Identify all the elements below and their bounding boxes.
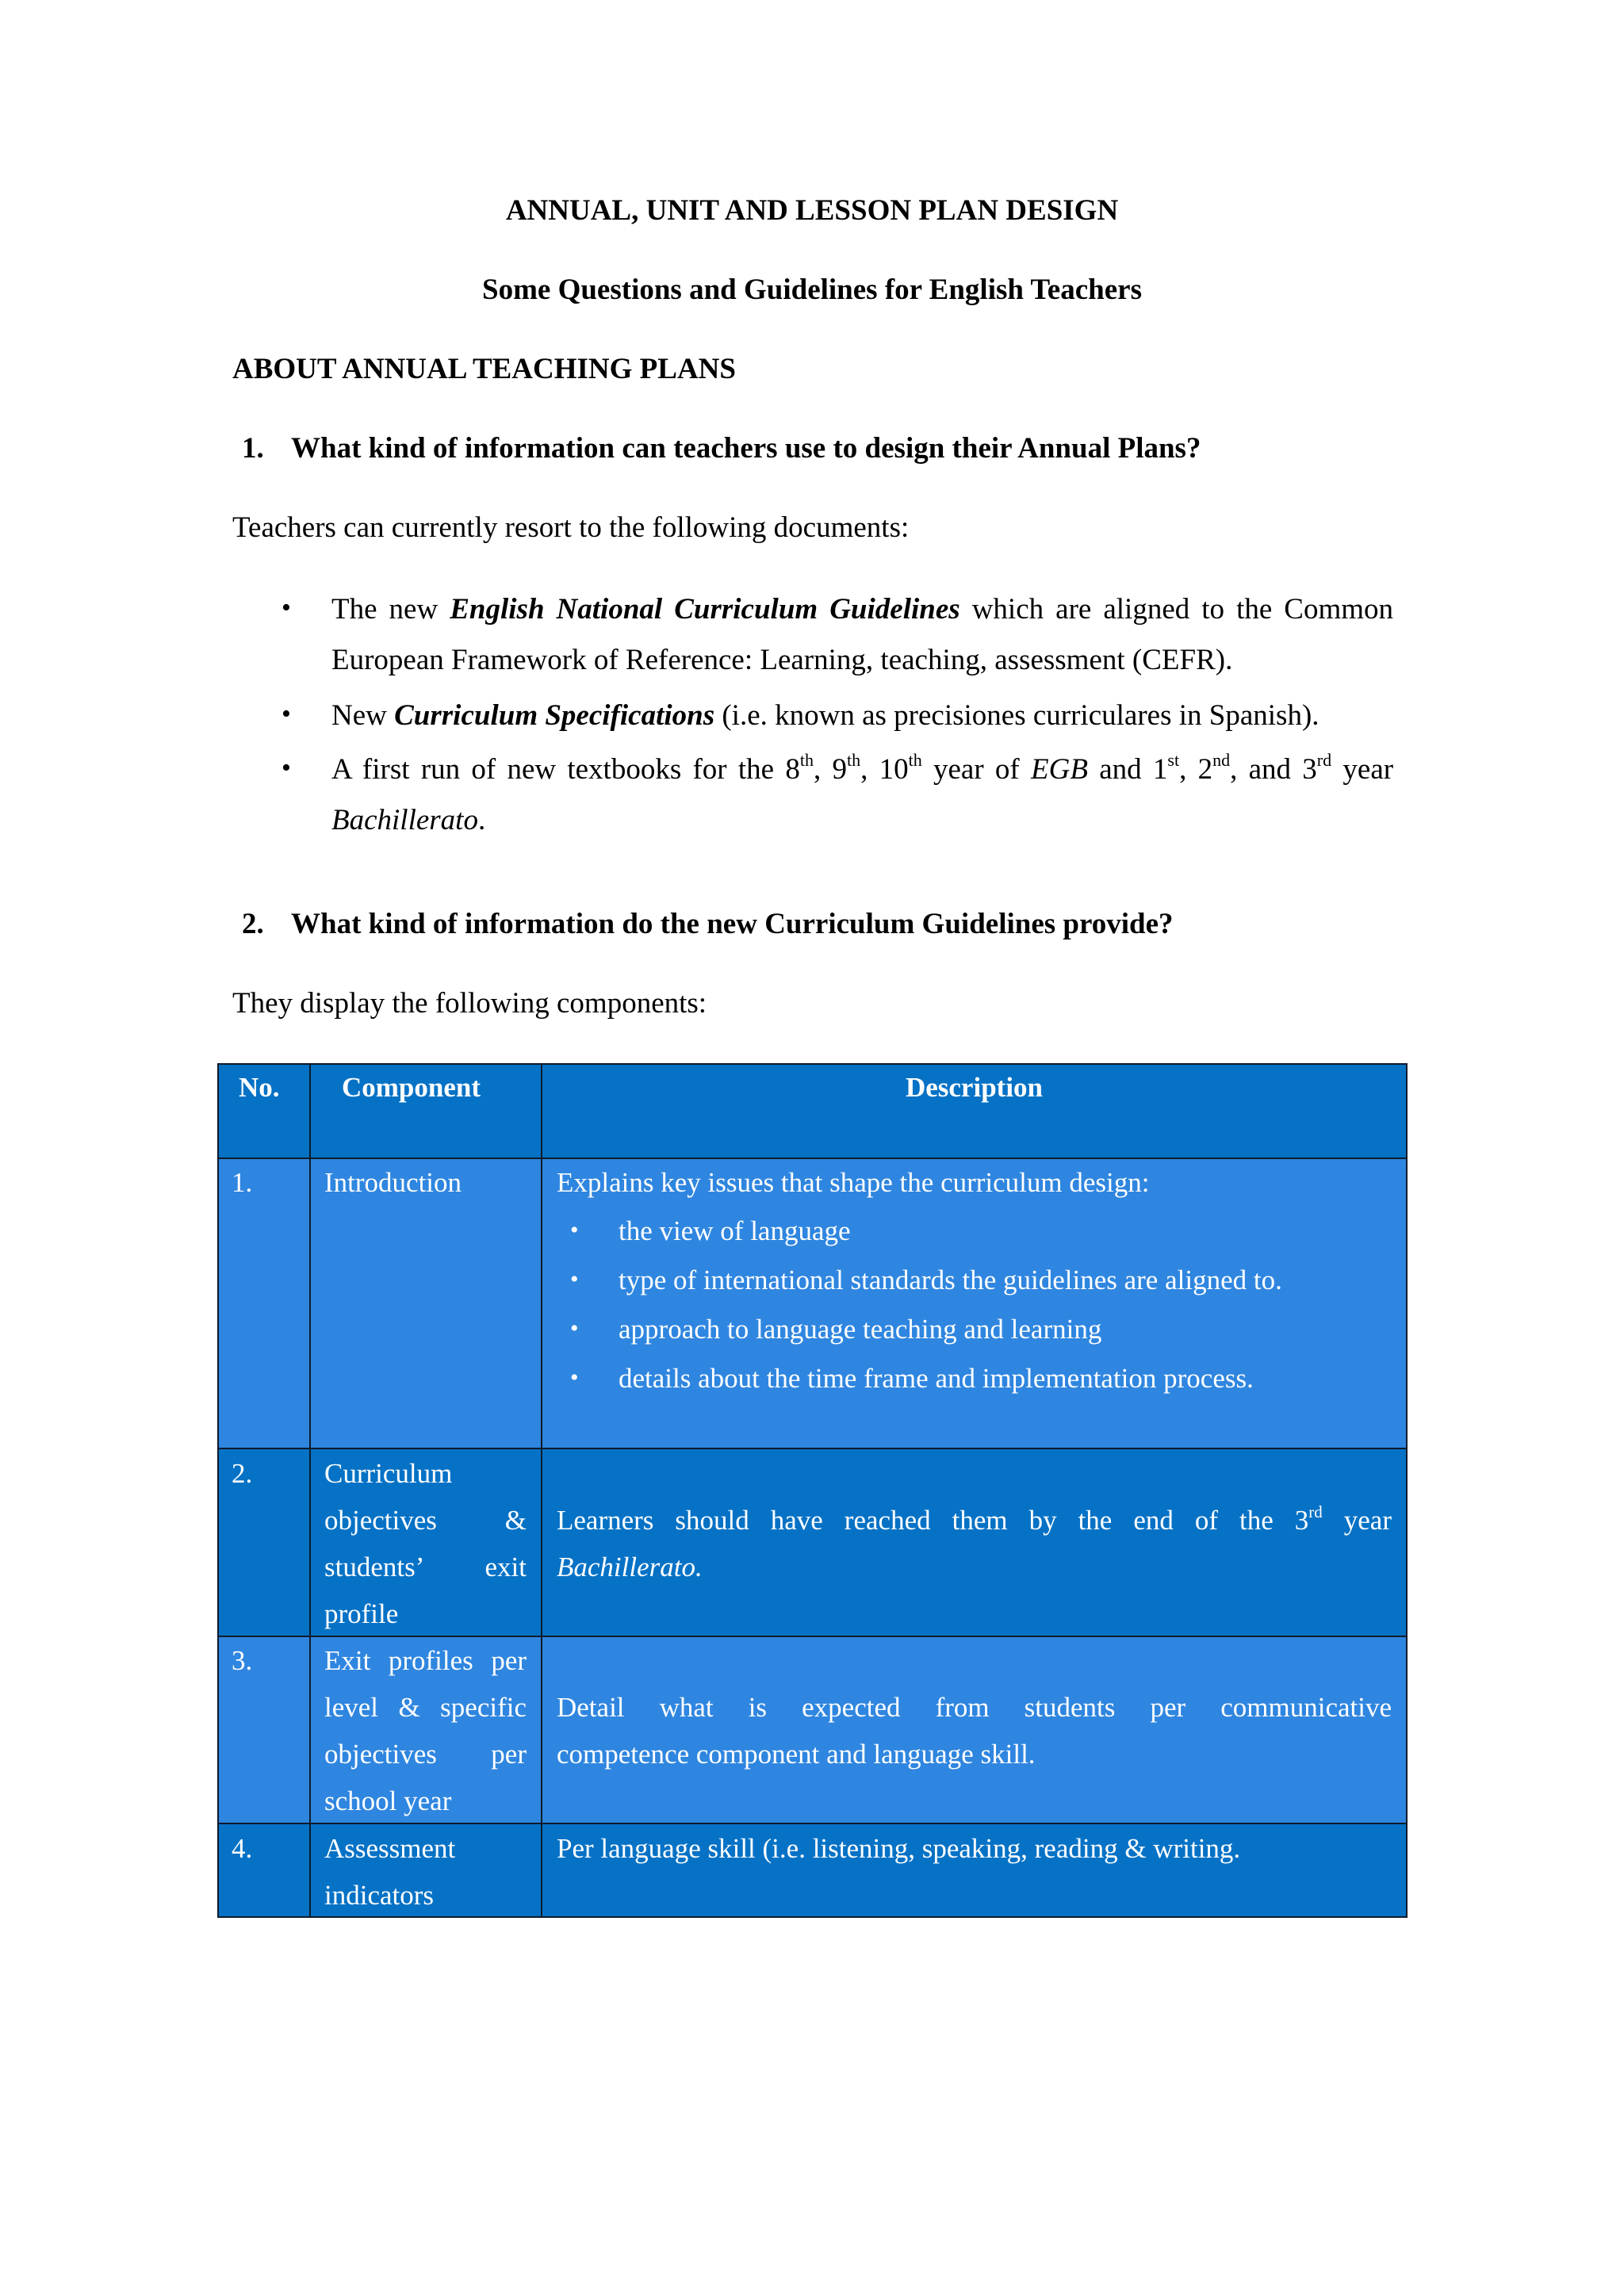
header-no: No. xyxy=(239,1072,280,1103)
bullet-icon: • xyxy=(570,1217,579,1243)
components-table xyxy=(217,1063,1408,1918)
row-3-component-line: level & specific xyxy=(324,1692,527,1723)
row-2-description-line: Learners should have reached them by the end of the 3rd year xyxy=(557,1502,1392,1536)
bullet-icon: • xyxy=(570,1266,579,1292)
row-4-description: Per language skill (i.e. listening, speaking, reading & writing. xyxy=(557,1833,1241,1864)
table-cell xyxy=(541,1448,1408,1637)
question-1-text: What kind of information can teachers use to design their Annual Plans? xyxy=(291,432,1201,465)
row-1-component: Introduction xyxy=(324,1167,462,1198)
table-cell xyxy=(541,1158,1408,1449)
table-cell xyxy=(217,1158,311,1449)
row-3-number: 3. xyxy=(232,1645,253,1676)
bullet-2: New Curriculum Specifications (i.e. known as precisiones curriculares in Spanish). xyxy=(331,699,1320,732)
row-1-item: type of international standards the guidelines are aligned to. xyxy=(619,1265,1282,1295)
document-subtitle: Some Questions and Guidelines for English Teachers xyxy=(482,274,1142,306)
row-1-description: Explains key issues that shape the curriculum design: xyxy=(557,1167,1150,1198)
row-4-number: 4. xyxy=(232,1833,253,1864)
row-1-item: the view of language xyxy=(619,1215,851,1246)
bullet-icon: • xyxy=(282,593,291,622)
bullet-icon: • xyxy=(570,1315,579,1341)
section-heading: ABOUT ANNUAL TEACHING PLANS xyxy=(232,353,736,385)
bullet-1-line-1: The new English National Curriculum Guidelines which are aligned to the Common xyxy=(331,593,1394,626)
row-2-description-line: Bachillerato. xyxy=(557,1552,703,1582)
table-cell xyxy=(541,1636,1408,1824)
bullet-icon: • xyxy=(570,1364,579,1391)
row-1-item: details about the time frame and implementation process. xyxy=(619,1363,1254,1394)
row-3-component-line: Exit profiles per xyxy=(324,1645,527,1676)
bullet-3-line-1: A first run of new textbooks for the 8th, 9th, 10th year of EGB and 1st, 2nd, and 3rd year xyxy=(331,750,1394,786)
row-3-description-line: Detail what is expected from students per communicative xyxy=(557,1692,1392,1723)
row-1-number: 1. xyxy=(232,1167,253,1198)
question-1-number: 1. xyxy=(242,432,264,465)
row-1-item: approach to language teaching and learning xyxy=(619,1314,1102,1345)
row-3-component-line: school year xyxy=(324,1785,452,1816)
row-4-component-line: Assessment xyxy=(324,1833,456,1864)
bullet-icon: • xyxy=(282,753,291,783)
row-2-component-line: profile xyxy=(324,1598,399,1629)
header-component: Component xyxy=(342,1072,481,1103)
row-3-description-line: competence component and language skill. xyxy=(557,1739,1036,1770)
bullet-icon: • xyxy=(282,699,291,729)
components-intro: They display the following components: xyxy=(232,987,707,1020)
row-2-component-line: objectives & xyxy=(324,1505,527,1536)
row-2-component-line: Curriculum xyxy=(324,1458,453,1489)
row-2-component-line: students’ exit xyxy=(324,1552,527,1582)
bullet-1-line-2: European Framework of Reference: Learning, teaching, assessment (CEFR). xyxy=(331,644,1233,676)
question-2-number: 2. xyxy=(242,908,264,940)
question-2-text: What kind of information do the new Curriculum Guidelines provide? xyxy=(291,908,1174,940)
row-2-number: 2. xyxy=(232,1458,253,1489)
intro-paragraph: Teachers can currently resort to the following documents: xyxy=(232,511,910,544)
document-title: ANNUAL, UNIT AND LESSON PLAN DESIGN xyxy=(505,194,1119,227)
row-3-component-line: objectives per xyxy=(324,1739,527,1770)
table-cell xyxy=(309,1158,542,1449)
row-4-component-line: indicators xyxy=(324,1880,435,1911)
header-description: Description xyxy=(905,1072,1044,1103)
bullet-3-line-2: Bachillerato. xyxy=(331,804,486,836)
